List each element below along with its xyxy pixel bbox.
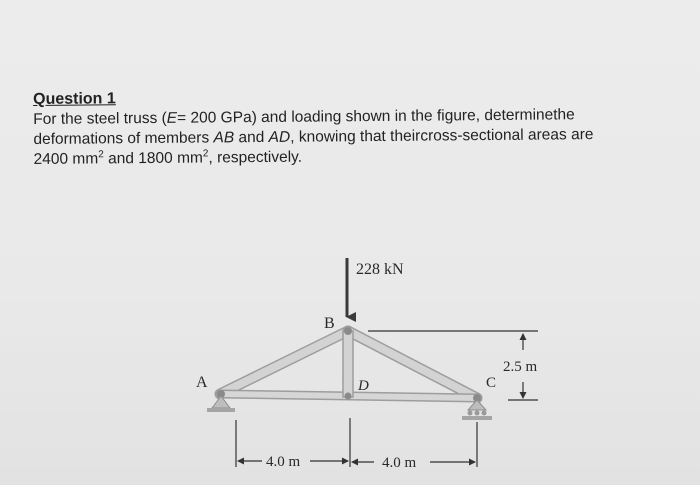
height-label: 2.5 m bbox=[503, 359, 538, 375]
node-label-c: C bbox=[486, 375, 497, 391]
line3-part-c: , respectively. bbox=[208, 148, 303, 167]
line3-part-a: 2400 mm bbox=[33, 150, 99, 168]
superscript-2: 2 bbox=[202, 148, 209, 160]
node-label-d: D bbox=[358, 378, 369, 394]
superscript-2: 2 bbox=[98, 149, 104, 161]
joint-d bbox=[345, 393, 352, 400]
member-ad-label: AD bbox=[268, 128, 291, 146]
member-ab-label: AB bbox=[213, 129, 235, 147]
line1-part-b: = 200 GPa) and loading shown in the figure, determinethe bbox=[177, 106, 575, 127]
line2-part-b: , knowing that theircross-sectional areas are bbox=[290, 126, 594, 146]
modulus-symbol: E bbox=[166, 109, 178, 127]
truss-members bbox=[220, 331, 477, 398]
span-left-label: 4.0 m bbox=[266, 454, 301, 470]
joint-b bbox=[344, 327, 352, 335]
line1-part-a: For the steel truss ( bbox=[33, 109, 167, 128]
question-title: Question 1 bbox=[33, 90, 116, 108]
line2-part-a: deformations of members bbox=[33, 129, 214, 148]
member-bd bbox=[343, 331, 353, 397]
roller-support-c bbox=[462, 400, 492, 420]
node-label-a: A bbox=[196, 374, 208, 391]
node-label-b: B bbox=[324, 315, 335, 332]
line2-and: and bbox=[234, 128, 269, 147]
load-label: 228 kN bbox=[356, 261, 404, 278]
span-right-label: 4.0 m bbox=[382, 455, 417, 471]
line3-part-b: and 1800 mm bbox=[103, 149, 203, 168]
